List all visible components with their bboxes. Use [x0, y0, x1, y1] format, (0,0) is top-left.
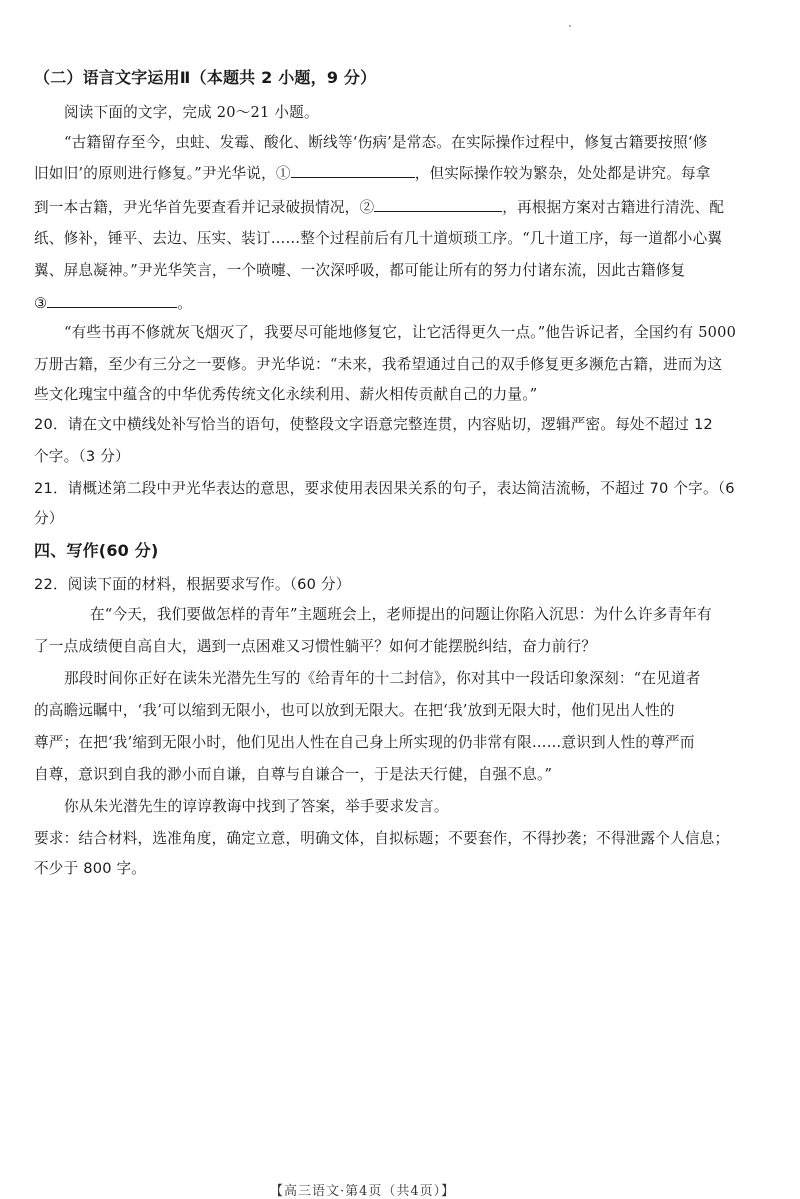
passage-p1-line2: [34, 163, 711, 184]
requirements-line2: 不少于 800 字。: [34, 860, 147, 877]
material-p3-line1: 你从朱光潜先生的谆谆教诲中找到了答案，举手要求发言。: [64, 798, 449, 815]
section-2-title: （二）语言文字运用Ⅱ（本题共 2 小题，9 分）: [34, 68, 377, 87]
section-4-title: 四、写作(60 分): [34, 541, 159, 560]
question-21-line1: 21．请概述第二段中尹光华表达的意思，要求使用表因果关系的句子，表达简洁流畅，不超过 70 个字。（6: [34, 480, 735, 497]
blank-1[interactable]: [291, 163, 415, 178]
passage-p1-line6-b: 。: [177, 295, 193, 312]
section-2-intro: 阅读下面的文字，完成 20～21 小题。: [64, 104, 319, 121]
question-20-line1: 20．请在文中横线处补写恰当的语句，使整段文字语意完整连贯，内容贴切，逻辑严密。每处不超过 12: [34, 416, 713, 433]
passage-p1-line2-a: 旧如旧’的原则进行修复。”尹光华说，①: [34, 165, 291, 182]
material-p1-line1: 在“今天，我们要做怎样的青年”主题班会上，老师提出的问题让你陷入沉思：为什么许多青年有: [90, 606, 712, 623]
material-p2-line3: 尊严；在把‘我’缩到无限小时，他们见出人性在自己身上所实现的仍非常有限……意识到人性的尊严而: [34, 734, 695, 751]
material-p2-line4: 自尊，意识到自我的渺小而自谦，自尊与自谦合一，于是法天行健，自强不息。”: [34, 766, 553, 783]
requirements-line1: 要求：结合材料，选准角度，确定立意，明确文体，自拟标题；不要套作，不得抄袭；不得泄露个人信息；: [34, 830, 730, 847]
footer-text: 【高三语文·第4页（共4页）】: [270, 1184, 456, 1199]
passage-p2-line3: 些文化瑰宝中蕴含的中华优秀传统文化永续利用、薪火相传贡献自己的力量。”: [34, 386, 538, 403]
page-footer: [270, 1180, 530, 1199]
material-p1-line2: 了一点成绩便自高自大，遇到一点困难又习惯性躺平？如何才能摆脱纠结，奋力前行？: [34, 638, 597, 655]
passage-p1-line2-b: ，但实际操作较为繁杂，处处都是讲究。每拿: [414, 165, 711, 182]
passage-p1-line5: 翼、屏息凝神。”尹光华笑言，一个喷嚏、一次深呼吸，都可能让所有的努力付诸东流，因此古籍修复: [34, 262, 686, 279]
question-21-line2: 分）: [34, 510, 64, 527]
blank-3[interactable]: [47, 293, 177, 308]
scan-speck: [569, 25, 571, 27]
passage-p1-line3-b: ，再根据方案对古籍进行清洗、配: [502, 199, 725, 216]
material-p2-line2: 的高瞻远瞩中，‘我’可以缩到无限小，也可以放到无限大。在把‘我’放到无限大时，他们见出人性的: [34, 702, 675, 719]
passage-p1-line6-a: ③: [34, 295, 48, 312]
passage-p1-line4: 纸、修补，锤平、去边、压实、装订……整个过程前后有几十道烦琐工序。“几十道工序，每一道都小心翼: [34, 230, 723, 247]
question-22-stem: 22．阅读下面的材料，根据要求写作。（60 分）: [34, 576, 351, 593]
passage-p1-line3-a: 到一本古籍，尹光华首先要查看并记录破损情况，②: [34, 199, 375, 216]
material-p2-line1: 那段时间你正好在读朱光潜先生写的《给青年的十二封信》，你对其中一段话印象深刻：“在见道者: [64, 670, 701, 687]
passage-p2-line2: 万册古籍，至少有三分之一要修。尹光华说：“未来，我希望通过自己的双手修复更多濒危古籍，进而为这: [34, 356, 723, 373]
passage-p1-line3: [34, 197, 724, 218]
passage-p2-line1: “有些书再不修就灰飞烟灭了，我要尽可能地修复它，让它活得更久一点。”他告诉记者，全国约有 5000: [64, 324, 737, 341]
passage-p1-line6: [34, 293, 192, 314]
passage-p1-line1: “古籍留存至今，虫蛀、发霉、酸化、断线等‘伤病’是常态。在实际操作过程中，修复古籍要按照‘修: [64, 134, 708, 151]
blank-2[interactable]: [374, 197, 502, 212]
question-20-line2: 个字。（3 分）: [34, 448, 130, 465]
